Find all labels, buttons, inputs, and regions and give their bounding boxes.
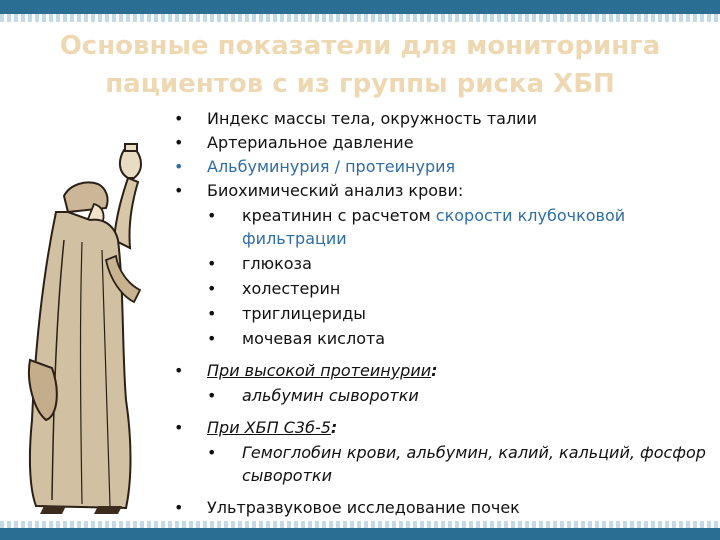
list-item-ultrasound: • Ультразвуковое исследование почек — [172, 497, 707, 518]
sub-item-creatinine — [207, 204, 707, 250]
creatinine-text: креатинин с расчетом — [242, 206, 436, 225]
proteinuria-label: При высокой протеинурии — [207, 361, 432, 380]
proteinuria-colon: : — [431, 361, 438, 380]
sub-item-uric-acid: • мочевая кислота — [207, 327, 707, 350]
bottom-tick-strip — [0, 521, 720, 528]
ckd-colon: : — [330, 418, 338, 437]
bullet-list — [172, 108, 707, 521]
sub-item-triglycerides: • триглицериды — [207, 302, 707, 325]
list-item: • Артериальное давление — [172, 132, 707, 153]
list-item: • Альбуминурия / протеинурия — [172, 156, 707, 177]
list-item-ckd — [172, 417, 707, 438]
sub-item-glucose: • глюкоза — [207, 252, 707, 275]
bottom-accent-bar — [0, 528, 720, 540]
list-item: • Индекс массы тела, окружность талии — [172, 108, 707, 129]
physician-illustration — [6, 120, 176, 520]
top-tick-strip — [0, 14, 720, 22]
sub-item-ckd-labs: • Гемоглобин крови, альбумин, калий, кальций, фосфор сыворотки — [207, 441, 707, 487]
list-item-proteinuria — [172, 360, 707, 381]
list-item: • Биохимический анализ крови: — [172, 180, 707, 201]
sub-item-cholesterol: • холестерин — [207, 277, 707, 300]
gfr-text: скорости клубочковой фильтрации — [242, 206, 626, 248]
slide-title: Основные показатели для мониторинга пациентов с из группы риска ХБП — [59, 31, 661, 99]
sub-item-albumin: • альбумин сыворотки — [207, 384, 707, 407]
top-accent-bar — [0, 0, 720, 14]
ckd-label: При ХБП С3б-5 — [207, 418, 331, 437]
